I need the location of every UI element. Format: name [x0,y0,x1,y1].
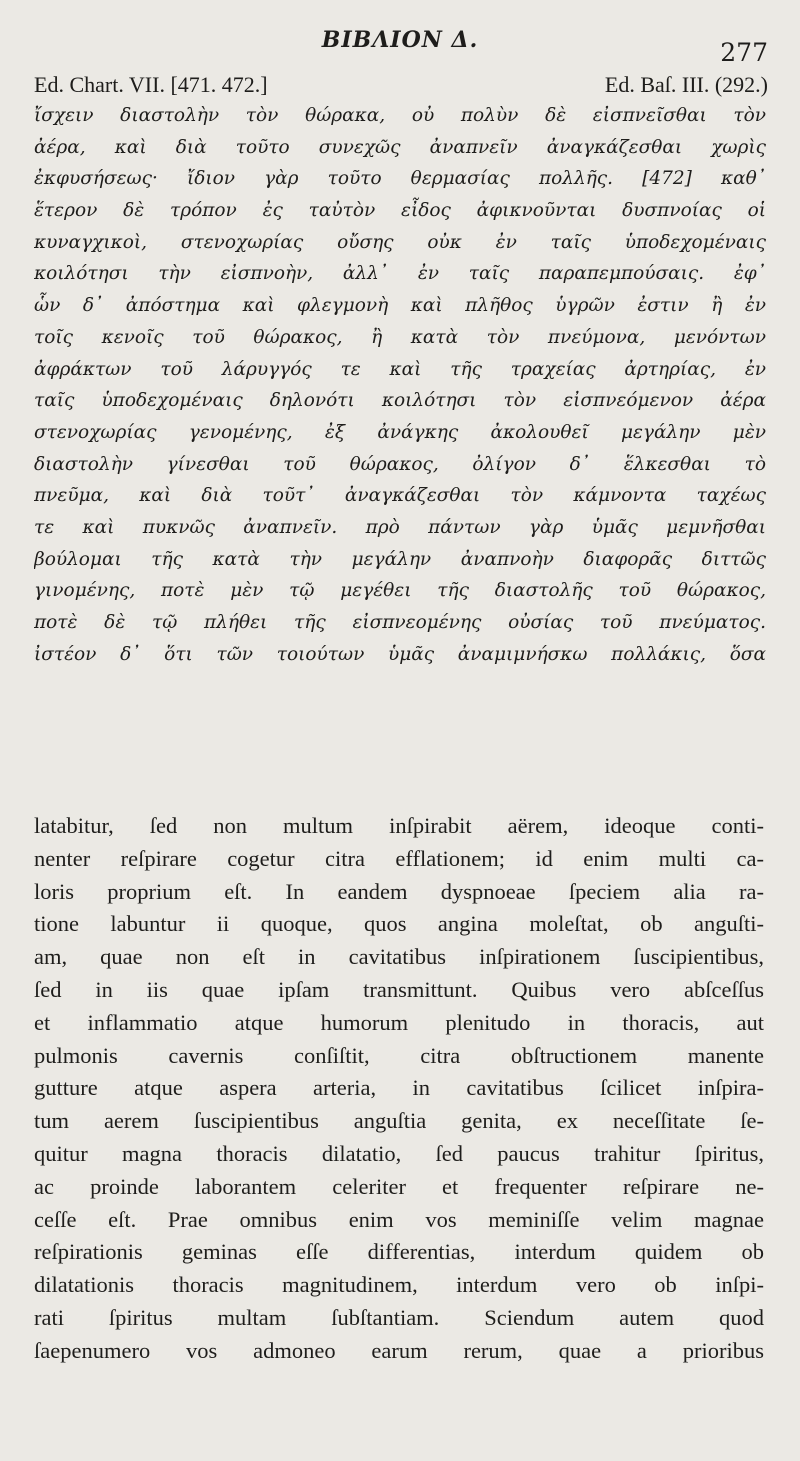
greek-line: ἰστέον δ᾽ ὅτι τῶν τοιούτων ὑμᾶς ἀναμιμνήσκω πολλάκις, ὅσα [34,643,766,665]
greek-line: ταῖς ὑποδεχομέναις δηλονότι κοιλότησι τὸν εἰσπνεόμενον ἀέρα [34,390,766,412]
greek-line: κυναγχικοὶ, στενοχωρίας οὔσης οὐκ ἐν ταῖς ὑποδεχομέναις [34,231,766,253]
page-number: 277 [720,38,768,67]
greek-line: ὧν δ᾽ ἀπόστημα καὶ φλεγμονὴ καὶ πλῆθος ὑγρῶν ἐστιν ἢ ἐν [34,295,766,317]
greek-line: ἀέρα, καὶ διὰ τοῦτο συνεχῶς ἀναπνεῖν ἀναγκάζεσθαι χωρὶς [34,136,766,158]
latin-line: nenter reſpirare cogetur citra efflationem; id enim multi ca- [34,845,764,871]
latin-line: gutture atque aspera arteria, in cavitatibus ſcilicet inſpira- [34,1075,764,1101]
latin-line: rati ſpiritus multam ſubſtantiam. Sciendum autem quod [34,1304,764,1330]
latin-line: et inflammatio atque humorum plenitudo in thoracis, aut [34,1009,764,1035]
greek-line: ἐκφυσήσεως· ἴδιον γὰρ τοῦτο θερμασίας πολλῆς. [472] καθ᾽ [34,168,766,190]
latin-line: reſpirationis geminas eſſe differentias, interdum quidem ob [34,1239,764,1265]
latin-text-block [34,810,764,1368]
greek-line: τοῖς κενοῖς τοῦ θώρακος, ἢ κατὰ τὸν πνεύμονα, μενόντων [34,326,766,348]
greek-text-block [34,100,766,670]
greek-line: ἴσχειν διαστολὴν τὸν θώρακα, οὐ πολὺν δὲ εἰσπνεῖσθαι τὸν [34,105,766,126]
greek-line: πνεῦμα, καὶ διὰ τοῦτ᾽ ἀναγκάζεσθαι τὸν κάμνοντα ταχέως [34,485,766,507]
greek-line: τε καὶ πυκνῶς ἀναπνεῖν. πρὸ πάντων γὰρ ὑμᾶς μεμνῆσθαι [34,516,766,538]
latin-line: ſaepenumero vos admoneo earum rerum, quae a prioribus [34,1337,764,1363]
greek-line: γινομένης, ποτὲ μὲν τῷ μεγέθει τῆς διαστολῆς τοῦ θώρακος, [34,580,766,602]
latin-line: tum aerem ſuscipientibus anguſtia genita, ex neceſſitate ſe- [34,1108,764,1134]
greek-line: ἕτερον δὲ τρόπον ἐς ταὐτὸν εἶδος ἀφικνοῦνται δυσπνοίας οἱ [34,200,766,222]
latin-line: loris proprium eſt. In eandem dyspnoeae ſpeciem alia ra- [34,878,764,904]
greek-line: ἀφράκτων τοῦ λάρυγγός τε καὶ τῆς τραχείας ἀρτηρίας, ἐν [34,358,766,380]
edition-reference-basel: Ed. Baſ. III. (292.) [604,72,768,97]
greek-line: στενοχωρίας γενομένης, ἐξ ἀνάγκης ἀκολουθεῖ μεγάλην μὲν [34,421,766,443]
latin-line: ceſſe eſt. Prae omnibus enim vos meminiſſe velim magnae [34,1206,764,1232]
latin-line: latabitur, ſed non multum inſpirabit aërem, ideoque conti- [34,813,764,838]
greek-line: ποτὲ δὲ τῷ πλήθει τῆς εἰσπνεομένης οὐσίας τοῦ πνεύματος. [34,612,766,633]
edition-reference-chartier: Ed. Chart. VII. [471. 472.] [34,72,268,97]
latin-line: quitur magna thoracis dilatatio, ſed paucus trahitur ſpiritus, [34,1140,764,1166]
latin-line: tione labuntur ii quoque, quos angina moleſtat, ob anguſti- [34,911,764,937]
latin-line: pulmonis cavernis conſiſtit, citra obſtructionem manente [34,1042,764,1068]
latin-line: ac proinde laborantem celeriter et frequenter reſpirare ne- [34,1173,764,1199]
greek-line: βούλομαι τῆς κατὰ τὴν μεγάλην ἀναπνοὴν διαφορᾶς διττῶς [34,548,766,570]
greek-line: κοιλότησι τὴν εἰσπνοὴν, ἀλλ᾽ ἐν ταῖς παραπεμπούσαις. ἐφ᾽ [34,263,766,285]
greek-line: διαστολὴν γίνεσθαι τοῦ θώρακος, ὀλίγον δ᾽ ἕλκεσθαι τὸ [34,453,766,475]
latin-line: dilatationis thoracis magnitudinem, interdum vero ob inſpi- [34,1272,764,1298]
running-title: BIBΛΙΟΝ Δ. [321,27,479,53]
latin-line: am, quae non eſt in cavitatibus inſpirationem ſuscipientibus, [34,944,764,970]
latin-line: ſed in iis quae ipſam transmittunt. Quibus vero abſceſſus [34,976,764,1002]
